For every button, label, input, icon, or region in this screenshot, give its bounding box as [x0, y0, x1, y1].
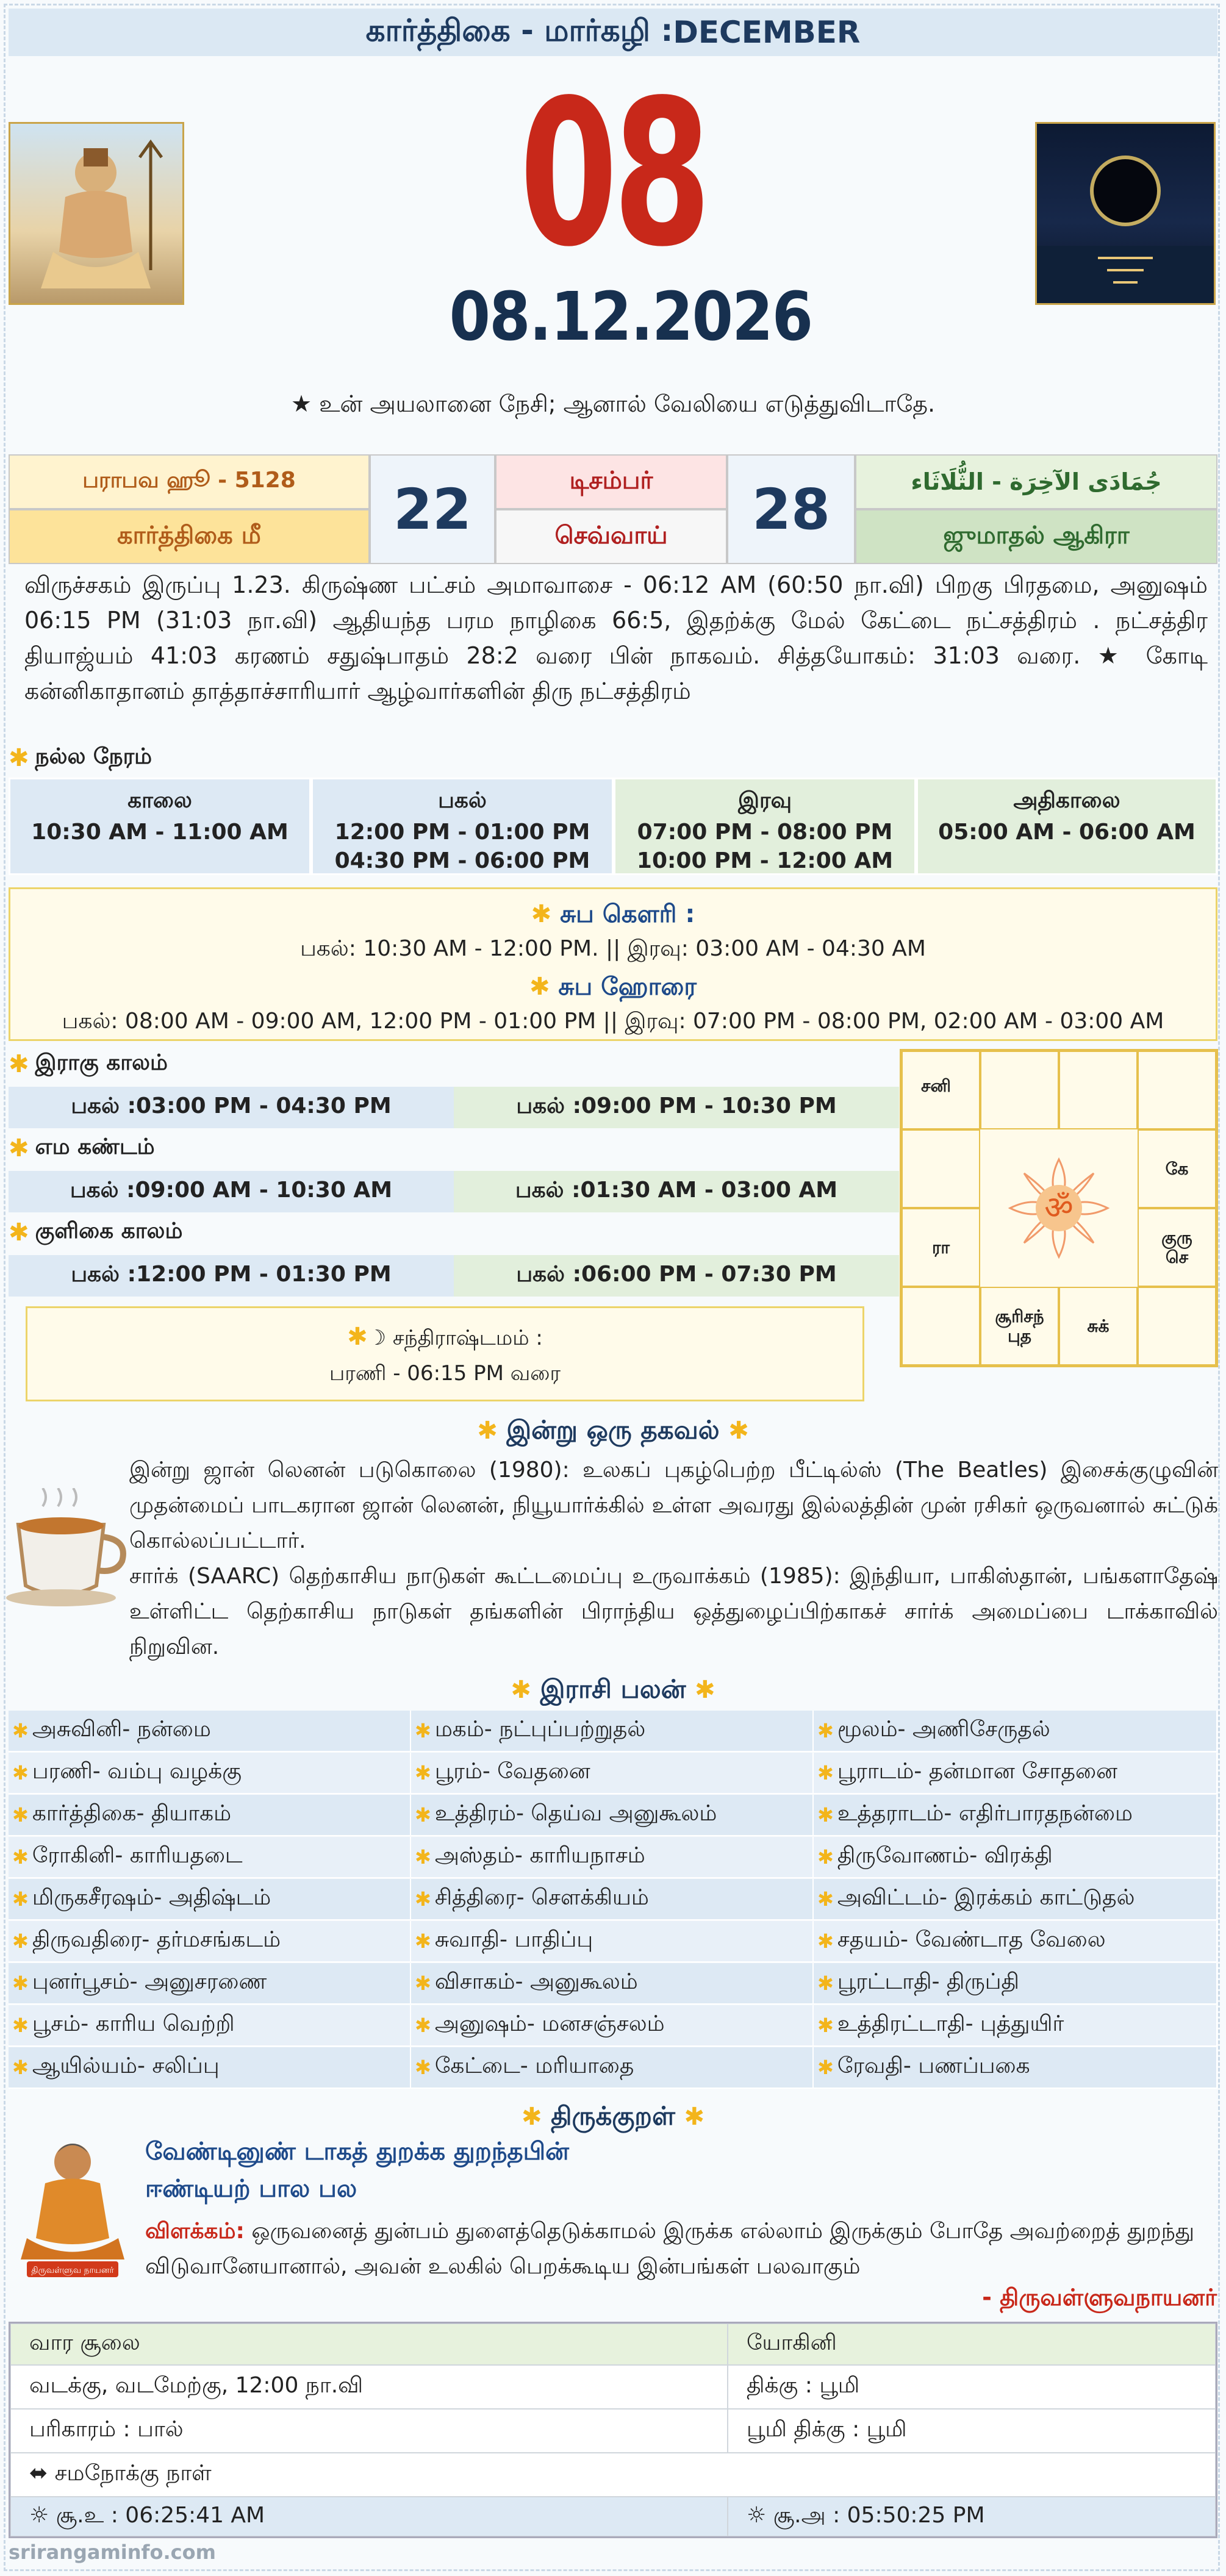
hora-title [10, 973, 1216, 1004]
rasi-palan-item [9, 2047, 411, 2089]
star-icon: ✱ [12, 1803, 29, 1826]
rasi-palan-text: பூசம்- காரிய வெற்றி [32, 2011, 235, 2036]
chandrashtamam-box [26, 1306, 864, 1401]
star-icon: ✱ [12, 2056, 29, 2079]
nalla-neram-title: நல்ல நேரம் [35, 744, 152, 769]
info-para-1: இன்று ஜான் லெனன் படுகொலை (1980): உலகப் புகழ்பெற்ற பீட்டில்ஸ் (The Beatles) இசைக்குழுவின் முதன்மைப் பாடகரான ஜான் லெனன், நியூயார்க்கில் உள்ள அவரது இல்லத்தின் முன் ரசிகர் ஒருவனால் சுட்டுக் கொல்லப்பட்டார். [129, 1458, 1218, 1553]
star-icon: ✱ [9, 1218, 29, 1247]
day-number: 08 [519, 57, 707, 291]
weekday: செவ்வாய் [495, 509, 727, 564]
star-icon: ✱ [817, 1803, 834, 1826]
star-icon: ✱ [12, 1761, 29, 1784]
rahu-night: பகல் :09:00 PM - 10:30 PM [454, 1087, 899, 1128]
nalla-neram-col-title: இரவு [737, 788, 792, 813]
gowri-box [9, 887, 1217, 1041]
rasi-palan-text: பூரட்டாதி- திருப்தி [837, 1969, 1020, 1994]
chandrashtamam-value: பரணி - 06:15 PM வரை [329, 1361, 561, 1386]
rasi-palan-text: கார்த்திகை- தியாகம் [32, 1801, 232, 1826]
ema-title: எம கண்டம் [35, 1134, 155, 1159]
tamil-day: 22 [370, 454, 495, 564]
tamil-month: கார்த்திகை மீ [9, 509, 370, 564]
rasi-palan-item [814, 1837, 1217, 1878]
rasi-cell-5: கே [1138, 1129, 1216, 1208]
thiruvalluvar-image [9, 2134, 137, 2281]
rasi-palan-item [814, 2005, 1217, 2047]
ema-label [9, 1134, 155, 1162]
panchangam-text: விருச்சகம் இருப்பு 1.23. கிருஷ்ண பட்சம் அமாவாசை - 06:12 AM (60:50 நா.வி) பிறகு பிரதமை, அனுஷம் 06:15 PM (31:03 நா.வி) ஆதியந்த பரம நாழிகை 66:5, இதற்க்கு மேல் கேட்டை நட்சத்திரம் . நட்சத்திர தியாஜ்யம் 41:03 கரணம் சதுஷ்பாதம் 28:2 வரை பின் நாகவம். சித்தயோகம்: 31:03 வரை. ★ கோடி கன்னிகாதானம் தாத்தாச்சாரியார் ஆழ்வார்களின் திரு நட்சத்திரம் [24, 571, 1208, 704]
bhoomi-dikku-cell: பூமி திக்கு : பூமி [728, 2409, 1216, 2453]
kural-line-2: ஈண்டியற் பால பல [145, 2175, 357, 2203]
samanokku-cell: ⬌ சமநோக்கு நாள் [10, 2453, 1216, 2497]
rasi-palan-item [9, 1879, 411, 1920]
rasi-cell-9: சூரிசந் புத [980, 1287, 1059, 1365]
vara-soolai-header: வார சூலை [10, 2324, 728, 2365]
kuligai-day: பகல் :12:00 PM - 01:30 PM [9, 1255, 454, 1297]
header-tamil: கார்த்திகை - மார்கழி : [365, 12, 673, 48]
rahu-title: இராகு காலம் [35, 1050, 168, 1075]
rahu-label [9, 1050, 168, 1078]
star-icon: ✱ [529, 973, 550, 1001]
kural-expl-text: ஒருவனைத் துன்பம் துளைத்தெடுக்காமல் இருக்க எல்லாம் இருக்கும் போதே அவற்றைத் துறந்து விடுவானேயானால், அவன் உலகில் பெறக்கூடிய இன்பங்கள் பலவாகும் [145, 2219, 1195, 2279]
rasi-palan-text: மிருகசீரஷம்- அதிஷ்டம் [32, 1885, 271, 1910]
star-icon: ✱ [817, 1972, 834, 1995]
star-icon: ✱ [9, 1050, 29, 1078]
moon-icon [1037, 124, 1214, 303]
kural-explanation [145, 2214, 1210, 2284]
sunrise-cell: ☼ சூ.உ : 06:25:41 AM [10, 2497, 728, 2536]
rasi-palan-item [814, 2047, 1217, 2089]
rasi-palan-title [0, 1674, 1226, 1708]
rasi-palan-item [411, 1879, 814, 1920]
rasi-palan-title-text: இராசி பலன் [540, 1674, 686, 1704]
rahu-day: பகல் :03:00 PM - 04:30 PM [9, 1087, 454, 1128]
star-icon: ✱ [817, 2014, 834, 2037]
lotus-icon [998, 1147, 1120, 1269]
rasi-palan-item [411, 1795, 814, 1836]
star-icon: ✱ [728, 1417, 749, 1445]
star-icon: ✱ [684, 2103, 705, 2131]
nalla-neram-early [916, 778, 1217, 875]
star-icon: ✱ [521, 2103, 542, 2131]
chandrashtamam-title-text: ☽ சந்திராஷ்டமம் : [367, 1326, 543, 1350]
rasi-palan-item [411, 2005, 814, 2047]
daily-quote: ★ உன் அயலானை நேசி; ஆனால் வேலியை எடுத்துவிடாதே. [290, 390, 936, 417]
nalla-neram-time: 04:30 PM - 06:00 PM [334, 848, 590, 873]
chandrashtamam-title [27, 1323, 862, 1353]
ema-night: பகல் :01:30 AM - 03:00 AM [454, 1171, 899, 1212]
thiruvalluvar-icon [9, 2134, 137, 2281]
star-icon: ✱ [511, 1676, 531, 1704]
star-icon: ✱ [477, 1417, 498, 1445]
tea-cup-icon [6, 1488, 128, 1610]
star-icon: ✱ [12, 1972, 29, 1995]
direction-cell: வடக்கு, வடமேற்கு, 12:00 நா.வி [10, 2365, 728, 2409]
star-icon: ✱ [415, 1845, 431, 1869]
kural-title-text: திருக்குறள் [551, 2101, 675, 2131]
english-month: டிசம்பர் [495, 454, 727, 509]
header-month: DECEMBER [673, 15, 861, 50]
rasi-cell-12 [902, 1129, 980, 1208]
hijri-month-arabic: جُمَادَى الآخِرَة - الثُّلَاثَاء [855, 454, 1217, 509]
nalla-neram-morning [9, 778, 311, 875]
rasi-cell-11: ரா [902, 1208, 980, 1287]
rasi-palan-text: விசாகம்- அனுகூலம் [434, 1969, 638, 1994]
nalla-neram-time: 10:30 AM - 11:00 AM [31, 820, 289, 845]
info-title-text: இன்று ஒரு தகவல் [506, 1415, 720, 1445]
star-icon: ✱ [12, 1845, 29, 1869]
rasi-palan-text: திருவதிரை- தர்மசங்கடம் [32, 1927, 281, 1952]
rasi-palan-item [814, 1711, 1217, 1752]
star-icon: ✱ [415, 1930, 431, 1953]
rasi-palan-item [9, 1963, 411, 2005]
rasi-palan-text: பரணி- வம்பு வழக்கு [32, 1759, 242, 1784]
star-icon: ✱ [415, 2056, 431, 2079]
star-icon: ✱ [415, 2014, 431, 2037]
rasi-palan-item [9, 2005, 411, 2047]
star-icon: ✱ [9, 744, 29, 772]
rasi-palan-text: ரோகினி- காரியதடை [32, 1843, 243, 1868]
rasi-palan-item [814, 1921, 1217, 1962]
rasi-palan-text: அவிட்டம்- இரக்கம் காட்டுதல் [837, 1885, 1135, 1910]
rasi-cell-4 [1138, 1051, 1216, 1129]
rasi-palan-table [9, 1711, 1217, 2095]
footer-site: srirangaminfo.com [9, 2541, 216, 2564]
rasi-palan-text: புனர்பூசம்- அனுசரணை [32, 1969, 267, 1994]
rasi-palan-item [411, 2047, 814, 2089]
hijri-day: 28 [727, 454, 855, 564]
rasi-center [980, 1129, 1138, 1287]
rasi-cell-3 [1059, 1051, 1138, 1129]
star-icon: ✱ [12, 1930, 29, 1953]
shiva-image [9, 122, 184, 305]
details-table [9, 2322, 1217, 2538]
yogini-header: யோகினி [728, 2324, 1216, 2365]
nalla-neram-day [311, 778, 614, 875]
star-icon: ✱ [817, 1761, 834, 1784]
rasi-palan-text: ரேவதி- பணப்பகை [837, 2053, 1030, 2078]
rasi-palan-item [411, 1837, 814, 1878]
rasi-palan-item [814, 1879, 1217, 1920]
rasi-palan-item [411, 1921, 814, 1962]
rasi-palan-item [9, 1753, 411, 1794]
info-para-2: சார்க் (SAARC) தெற்காசிய நாடுகள் கூட்டமைப்பு உருவாக்கம் (1985): இந்தியா, பாகிஸ்தான், பங்களாதேஷ் உள்ளிட்ட தெற்காசிய நாடுகள் தங்களின் பிராந்திய ஒத்துழைப்பிற்காகச் சார்க் அமைப்பை டாக்காவில் நிறுவின. [129, 1564, 1218, 1659]
nalla-neram-night [614, 778, 916, 875]
rasi-palan-text: சதயம்- வேண்டாத வேலை [837, 1927, 1106, 1952]
kural-author: - திருவள்ளுவநாயனர் [982, 2284, 1217, 2311]
hora-title-text: சுப ஹோரை [558, 973, 697, 1001]
star-icon: ✱ [415, 1761, 431, 1784]
om-symbol: ॐ [1044, 1190, 1074, 1226]
rasi-palan-item [9, 1837, 411, 1878]
rasi-palan-item [9, 1921, 411, 1962]
full-date: 08.12.2026 [449, 277, 812, 356]
rasi-cell-6: குரு செ [1138, 1208, 1216, 1287]
star-icon: ✱ [817, 1845, 834, 1869]
gowri-title-text: சுப கௌரி : [560, 900, 695, 928]
rasi-cell-8: சுக் [1059, 1287, 1138, 1365]
star-icon: ✱ [415, 1887, 431, 1911]
rasi-palan-text: திருவோணம்- விரக்தி [837, 1843, 1053, 1868]
rasi-palan-text: பூராடம்- தன்மான சோதனை [837, 1759, 1117, 1784]
nalla-neram-time: 07:00 PM - 08:00 PM [637, 820, 893, 845]
kural-title [0, 2101, 1226, 2134]
star-icon: ✱ [817, 1930, 834, 1953]
rasi-chart [900, 1049, 1218, 1367]
star-icon: ✱ [347, 1323, 368, 1351]
rasi-palan-text: அனுஷம்- மனசஞ்சலம் [434, 2011, 665, 2036]
gowri-line: பகல்: 10:30 AM - 12:00 PM. || இரவு: 03:00 AM - 04:30 AM [300, 936, 926, 961]
rasi-palan-text: அசுவினி- நன்மை [32, 1717, 211, 1742]
rasi-cell-1: சனி [902, 1051, 980, 1129]
sunset-cell: ☼ சூ.அ : 05:50:25 PM [728, 2497, 1216, 2536]
month-header [9, 9, 1217, 56]
nalla-neram-col-title: பகல் [438, 788, 487, 813]
rasi-palan-item [411, 1711, 814, 1752]
rasi-palan-text: மகம்- நட்புப்பற்றுதல் [434, 1717, 646, 1742]
rasi-palan-text: சுவாதி- பாதிப்பு [434, 1927, 593, 1952]
rasi-cell-2 [980, 1051, 1059, 1129]
rasi-palan-text: கேட்டை- மரியாதை [434, 2053, 634, 2078]
eclipse-image [1035, 122, 1216, 305]
rasi-palan-text: மூலம்- அணிசேருதல் [837, 1717, 1050, 1742]
info-title [0, 1415, 1226, 1448]
tea-cup-image [6, 1488, 128, 1610]
thiruvalluvar-badge: திருவள்ளுவ நாயனர் [31, 2266, 114, 2275]
gowri-title [10, 900, 1216, 931]
star-icon: ✱ [817, 1887, 834, 1911]
rasi-palan-item [814, 1753, 1217, 1794]
rasi-cell-7 [1138, 1287, 1216, 1365]
star-icon: ✱ [12, 1887, 29, 1911]
star-icon: ✱ [9, 1134, 29, 1162]
star-icon: ✱ [12, 1719, 29, 1742]
nalla-neram-col-title: அதிகாலை [1013, 788, 1120, 813]
star-icon: ✱ [12, 2014, 29, 2037]
shiva-icon [10, 124, 182, 303]
nalla-neram-label [9, 744, 152, 772]
nalla-neram-time: 12:00 PM - 01:00 PM [334, 820, 590, 845]
rasi-palan-item [9, 1795, 411, 1836]
rasi-palan-item [9, 1711, 411, 1752]
kuligai-title: குளிகை காலம் [35, 1218, 183, 1243]
rasi-palan-text: உத்திரம்- தெய்வ அனுகூலம் [434, 1801, 717, 1826]
parikaram-cell: பரிகாரம் : பால் [10, 2409, 728, 2453]
kural-expl-label: விளக்கம்: [145, 2219, 245, 2244]
nalla-neram-time: 10:00 PM - 12:00 AM [636, 848, 894, 873]
star-icon: ✱ [695, 1676, 715, 1704]
dikku-cell: திக்கு : பூமி [728, 2365, 1216, 2409]
star-icon: ✱ [415, 1803, 431, 1826]
nalla-neram-time: 05:00 AM - 06:00 AM [938, 820, 1196, 845]
star-icon: ✱ [817, 1719, 834, 1742]
rasi-palan-item [411, 1963, 814, 2005]
nalla-neram-col-title: காலை [127, 788, 192, 813]
star-icon: ✱ [415, 1719, 431, 1742]
star-icon: ✱ [817, 2056, 834, 2079]
hijri-month-tamil: ஜுமாதல் ஆகிரா [855, 509, 1217, 564]
hora-line: பகல்: 08:00 AM - 09:00 AM, 12:00 PM - 01:00 PM || இரவு: 07:00 PM - 08:00 PM, 02:00 AM - 03:00 AM [62, 1009, 1164, 1034]
kuligai-label [9, 1218, 182, 1247]
rasi-palan-text: பூரம்- வேதனை [434, 1759, 590, 1784]
tamil-year: பராபவ ஹூ - 5128 [9, 454, 370, 509]
rasi-palan-text: உத்தராடம்- எதிர்பாரதநன்மை [837, 1801, 1133, 1826]
star-icon: ✱ [415, 1972, 431, 1995]
rasi-palan-text: உத்திரட்டாதி- புத்துயிர் [837, 2011, 1064, 2036]
star-icon: ✱ [531, 900, 552, 928]
rasi-palan-text: அஸ்தம்- காரியநாசம் [434, 1843, 645, 1868]
rasi-palan-text: சித்திரை- சௌக்கியம் [434, 1885, 649, 1910]
rasi-palan-text: ஆயில்யம்- சலிப்பு [32, 2053, 220, 2078]
ema-day: பகல் :09:00 AM - 10:30 AM [9, 1171, 454, 1212]
rasi-palan-item [814, 1963, 1217, 2005]
kuligai-night: பகல் :06:00 PM - 07:30 PM [454, 1255, 899, 1297]
kural-line-1: வேண்டினுண் டாகத் துறக்க துறந்தபின் [145, 2138, 569, 2166]
rasi-cell-10 [902, 1287, 980, 1365]
rasi-palan-item [814, 1795, 1217, 1836]
rasi-palan-item [411, 1753, 814, 1794]
